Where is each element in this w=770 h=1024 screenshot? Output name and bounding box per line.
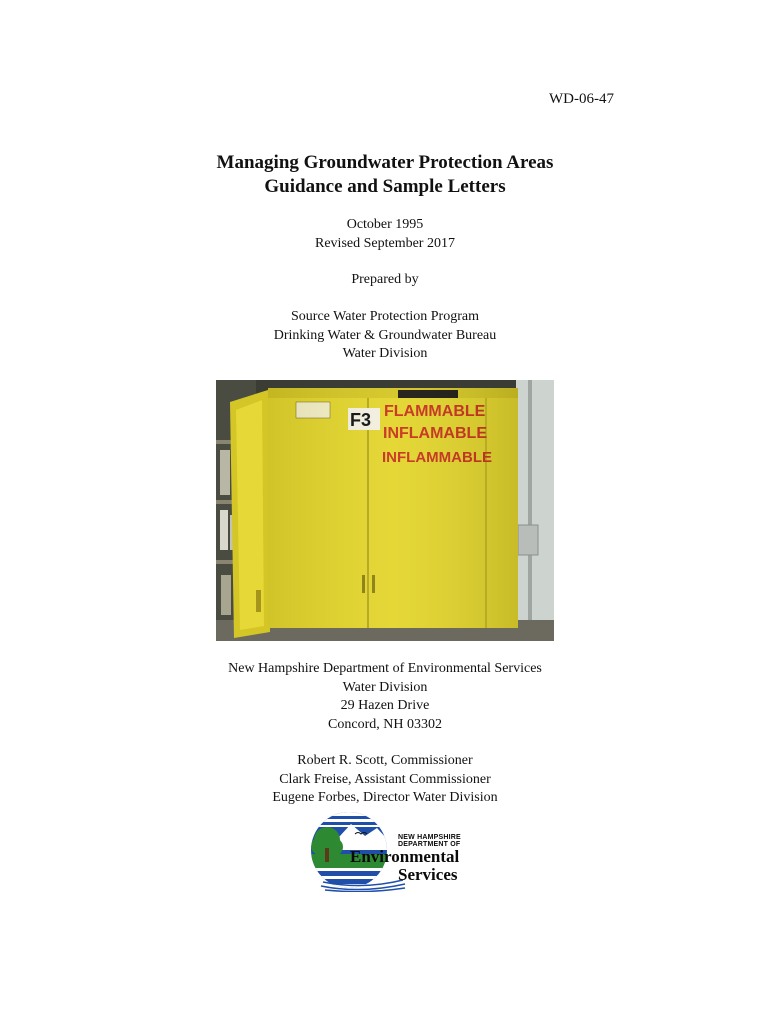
title-line-2: Guidance and Sample Letters [264,176,506,197]
document-id: WD-06-47 [549,91,614,107]
prepared-by [0,271,770,290]
street-address: 29 Hazen Drive [340,698,430,713]
program-block [0,308,770,364]
logo-line-3: Environmental [350,847,460,866]
flammable-cabinet-photo [216,380,554,641]
assistant-commissioner: Clark Freise, Assistant Commissioner [279,771,491,787]
prepared-by-label: Prepared by [351,272,419,287]
logo-line-1: NEW HAMPSHIRE [398,834,461,841]
dates-block [0,216,770,253]
officials-block [0,752,770,808]
city-state-zip: Concord, NH 03302 [328,716,442,732]
program-name: Source Water Protection Program [291,309,479,324]
title-line-1: Managing Groundwater Protection Areas [216,152,554,173]
division-name: Water Division [342,346,428,361]
address-block [0,660,770,734]
director: Eugene Forbes, Director Water Division [272,790,498,805]
org-name: New Hampshire Department of Environmental Services [228,661,542,676]
logo-wordmark [350,834,461,884]
cover-photo [216,380,554,641]
bureau-name: Drinking Water & Groundwater Bureau [273,327,497,343]
document-title [0,151,770,199]
logo-line-4: Services [398,865,458,884]
revised-date: Revised September 2017 [315,235,455,251]
address-division: Water Division [342,679,428,695]
original-date: October 1995 [346,217,424,232]
commissioner: Robert R. Scott, Commissioner [297,753,473,768]
logo-line-2: DEPARTMENT OF [398,841,461,848]
